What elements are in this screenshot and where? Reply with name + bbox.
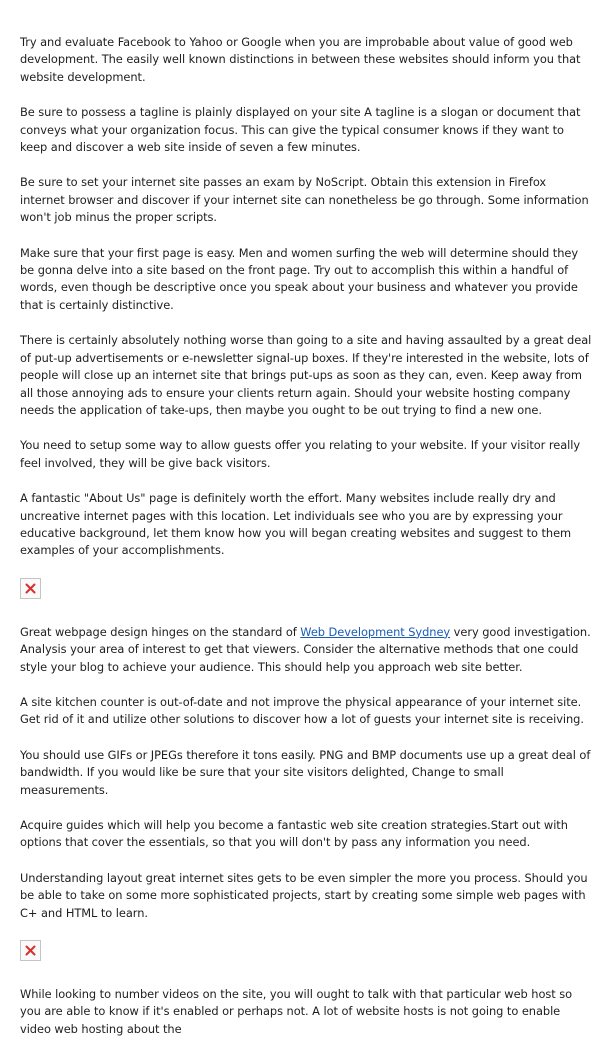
paragraph-12: Understanding layout great internet sites gets to be even simpler the more you process. Should you be able to take on some more sophisticated projects, start by creating some simple web pages with C+ and HTML to learn. [20,870,588,920]
close-x-icon [25,583,36,594]
paragraph-8-text-after: very good investigation. Analysis your area of interest to get that viewers. Consider the alternative methods that one could style your blog to achieve your audience. This should help you approach web site better. [20,624,591,674]
paragraph-11: Acquire guides which will help you become a fantastic web site creation strategies.Start out with options that cover the essentials, so that you will don't by pass any information you need. [20,818,568,850]
paragraph-8 [20,624,592,676]
web-development-sydney-link[interactable]: Web Development Sydney [300,624,451,639]
broken-image-icon [20,578,41,599]
paragraph-13: While looking to number videos on the site, you will ought to talk with that particular web host so you are able to know if it's enabled or perhaps not. A lot of website hosts is not going to enable video web hosting about the [20,987,573,1036]
paragraph-8-text-before: Great webpage design hinges on the standard of [20,624,301,639]
paragraph-5: There is certainly absolutely nothing worse than going to a site and having assaulted by a great deal of put-up advertisements or e-newsletter signal-up boxes. If they're interested in the website, lots of people will close up an internet site that brings put-ups as soon as they can, even. Keep away from all those annoying ads to ensure your clients return again. Should your website hosting company needs the application of take-ups, then maybe you ought to be out trying to find a new one. [20,333,592,417]
broken-image-icon [20,940,41,961]
paragraph-4: Make sure that your first page is easy. Men and women surfing the web will determine should they be gonna delve into a site based on the front page. Try out to accomplish this within a handful of words, even though be descriptive once you speak about your business and whatever you provide that is certainly distinctive. [20,245,579,312]
paragraph-1: Try and evaluate Facebook to Yahoo or Google when you are improbable about value of good web development. The easily well known distinctions in between these websites should inform you that website development. [20,35,581,84]
paragraph-7: A fantastic "About Us" page is definitely worth the effort. Many websites include really dry and uncreative internet pages with this location. Let individuals see who you are by expressing your educative background, let them know how you will began creating websites and suggest to them examples of your accomplishments. [20,491,572,558]
close-x-icon [25,945,36,956]
paragraph-10: You should use GIFs or JPEGs therefore it tons easily. PNG and BMP documents use up a great deal of bandwidth. If you would like be sure that your site visitors delighted, Change to small measurements. [20,747,591,797]
paragraph-6: You need to setup some way to allow guests offer you relating to your website. If your visitor really feel involved, they will be give back visitors. [20,438,581,470]
paragraph-9: A site kitchen counter is out-of-date and not improve the physical appearance of your internet site. Get rid of it and utilize other solutions to discover how a lot of guests your internet site is receiving. [20,694,584,727]
paragraph-3: Be sure to set your internet site passes an exam by NoScript. Obtain this extension in Firefox internet browser and discover if your internet site can nonetheless be go through. Some information won't job minus the proper scripts. [20,175,589,225]
paragraph-2: Be sure to possess a tagline is plainly displayed on your site A tagline is a slogan or document that conveys what your organization focus. This can give the typical consumer knows if they want to keep and discover a web site inside of seven a few minutes. [20,105,581,155]
